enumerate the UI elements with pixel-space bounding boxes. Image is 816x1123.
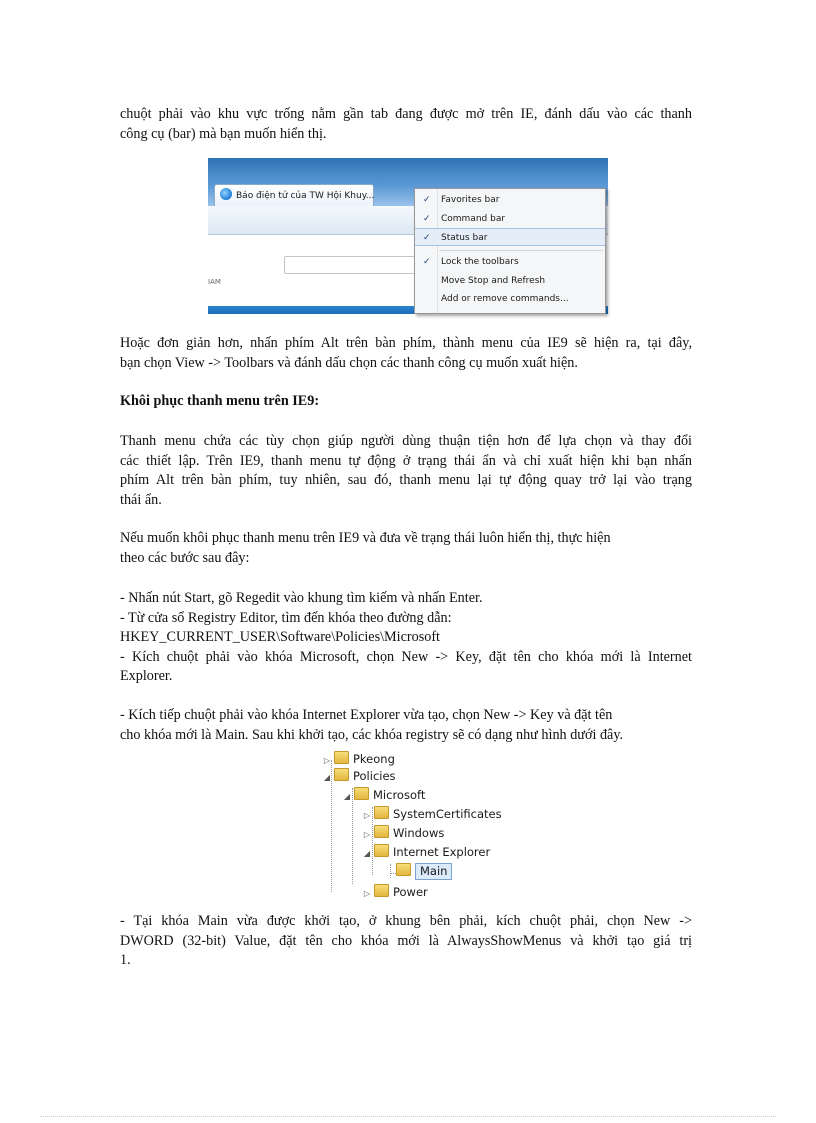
menu-item-label: Status bar: [441, 233, 488, 243]
alt-tip-paragraph: [120, 334, 692, 373]
tree-node-policies[interactable]: [322, 767, 396, 786]
tree-node-windows[interactable]: [362, 824, 444, 843]
text-line: thái ẩn.: [120, 491, 162, 508]
tree-node-label: Windows: [393, 826, 445, 840]
ie-page-text: IAM: [208, 278, 221, 286]
tree-node-internet-explorer[interactable]: [362, 843, 490, 862]
tree-node-label: Microsoft: [373, 788, 426, 802]
expand-arrow-icon[interactable]: ▷: [363, 811, 371, 820]
tree-node-label: SystemCertificates: [393, 807, 502, 821]
step-line: - Nhấn nút Start, gõ Regedit vào khung tìm kiếm và nhấn Enter.: [120, 590, 483, 606]
menu-separator: [439, 250, 603, 251]
step-line: Explorer.: [120, 668, 173, 684]
menu-description-paragraph: [120, 432, 692, 510]
ie-tab-title: Báo điện tử của TW Hội Khuy...: [236, 191, 375, 201]
collapse-arrow-icon[interactable]: ◢: [363, 849, 371, 858]
step-line: 1.: [120, 952, 131, 968]
folder-open-icon: [374, 844, 389, 857]
registry-tree-screenshot: [318, 752, 506, 899]
folder-open-icon: [334, 768, 349, 781]
restore-intro-paragraph: [120, 529, 692, 568]
page-bottom-rule: [40, 1116, 776, 1117]
steps-paragraph: [120, 589, 692, 687]
folder-open-icon: [354, 787, 369, 800]
toolbar-context-menu: [414, 188, 606, 314]
tree-node-label: Policies: [353, 769, 396, 783]
heading-text: Khôi phục thanh menu trên IE9:: [120, 393, 320, 409]
check-icon: ✓: [423, 257, 431, 267]
ie-logo-icon: [220, 188, 232, 200]
step-line: - Kích chuột phải vào khóa Microsoft, chọn New -> Key, đặt tên cho khóa mới là Internet: [120, 648, 692, 665]
final-step-paragraph: [120, 912, 692, 971]
ie-browser-tab[interactable]: [214, 184, 374, 207]
menu-item-lock-toolbars[interactable]: [415, 253, 605, 271]
text-line: Thanh menu chứa các tùy chọn giúp người dùng thuận tiện hơn để lựa chọn và thay đổi: [120, 433, 692, 449]
folder-icon: [374, 884, 389, 897]
menu-item-move-stop-refresh[interactable]: [415, 272, 605, 290]
expand-arrow-icon[interactable]: ▷: [363, 830, 371, 839]
menu-item-label: Add or remove commands...: [441, 294, 569, 304]
folder-icon: [374, 825, 389, 838]
intro-paragraph: [120, 105, 692, 144]
text-line: công cụ (bar) mà bạn muốn hiển thị.: [120, 125, 327, 142]
folder-icon: [334, 751, 349, 764]
tree-node-label: Pkeong: [353, 752, 395, 766]
text-line: Hoặc đơn giản hơn, nhấn phím Alt trên bàn phím, thành menu của IE9 sẽ hiện ra, tại đây,: [120, 335, 692, 351]
text-line: bạn chọn View -> Toolbars và đánh dấu chọn các thanh công cụ muốn xuất hiện.: [120, 354, 578, 371]
text-line: các thiết lập. Trên IE9, thanh menu tự động ở trạng thái ẩn và chỉ xuất hiện khi bạn nhấn: [120, 452, 692, 469]
menu-item-status-bar[interactable]: [415, 228, 605, 246]
menu-item-label: Lock the toolbars: [441, 257, 519, 267]
tree-node-power[interactable]: [362, 883, 428, 902]
folder-icon: [396, 863, 411, 876]
menu-item-label: Favorites bar: [441, 195, 500, 205]
menu-item-add-remove-commands[interactable]: [415, 290, 605, 308]
check-icon: ✓: [423, 233, 431, 243]
tree-node-label-selected: Main: [415, 863, 452, 880]
check-icon: ✓: [423, 214, 431, 224]
expand-arrow-icon[interactable]: ▷: [323, 756, 331, 765]
collapse-arrow-icon[interactable]: ◢: [323, 773, 331, 782]
step-line: - Kích tiếp chuột phải vào khóa Internet Explorer vừa tạo, chọn New -> Key và đặt tên: [120, 707, 613, 723]
check-icon: ✓: [423, 195, 431, 205]
step-line: cho khóa mới là Main. Sau khi khởi tạo, các khóa registry sẽ có dạng như hình dưới đây.: [120, 726, 624, 743]
next-step-paragraph: [120, 706, 692, 745]
section-heading: [120, 392, 692, 412]
ie9-toolbar-menu-screenshot: [208, 158, 608, 314]
tree-node-microsoft[interactable]: [342, 786, 425, 805]
tree-node-label: Power: [393, 885, 428, 899]
menu-item-label: Move Stop and Refresh: [441, 276, 546, 286]
step-line: - Từ cửa sổ Registry Editor, tìm đến khóa theo đường dẫn:: [120, 609, 452, 626]
step-line: - Tại khóa Main vừa được khởi tạo, ở khung bên phải, kích chuột phải, chọn New ->: [120, 913, 692, 929]
registry-path: HKEY_CURRENT_USER\Software\Policies\Microsoft: [120, 629, 440, 645]
tree-node-main[interactable]: [394, 862, 452, 881]
tree-node-label: Internet Explorer: [393, 845, 491, 859]
menu-item-favorites-bar[interactable]: [415, 191, 605, 209]
step-line: DWORD (32-bit) Value, đặt tên cho khóa mới là AlwaysShowMenus và khởi tạo giá trị: [120, 932, 692, 949]
text-line: phím Alt trên bàn phím, tuy nhiên, sau đó, thanh menu lại tự động quay trở lại vào trạng: [120, 472, 692, 488]
text-line: chuột phải vào khu vực trống nằm gần tab đang được mở trên IE, đánh dấu vào các thanh: [120, 106, 692, 122]
collapse-arrow-icon[interactable]: ◢: [343, 792, 351, 801]
tree-guide: [390, 864, 391, 878]
text-line: Nếu muốn khôi phục thanh menu trên IE9 và đưa về trạng thái luôn hiển thị, thực hiện: [120, 530, 611, 546]
text-line: theo các bước sau đây:: [120, 549, 250, 566]
ie-search-box[interactable]: [284, 256, 426, 274]
tree-node-systemcertificates[interactable]: [362, 805, 502, 824]
expand-arrow-icon[interactable]: ▷: [363, 889, 371, 898]
menu-item-command-bar[interactable]: [415, 210, 605, 228]
menu-item-label: Command bar: [441, 214, 506, 224]
folder-icon: [374, 806, 389, 819]
